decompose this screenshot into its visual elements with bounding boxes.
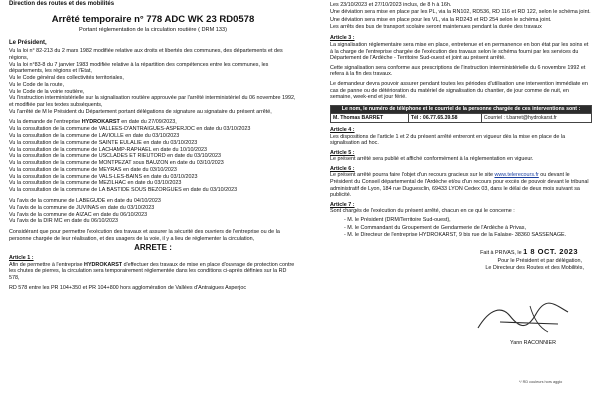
contact-name: M. Thomas BARRET [331, 114, 409, 123]
article3-text2: Cette signalisation sera conforme aux prescriptions de l'instruction interministérielle du 6 novembre 1992 et refera à la fin des travaux. [330, 64, 586, 78]
article6-heading: Article 6 : [330, 165, 355, 172]
article5-text: Le présent arrêté sera publié et affiché conformément à la réglementation en vigueur. [330, 156, 534, 163]
vu-item: Vu le Code de la route, [9, 81, 64, 88]
vu-item: Vu l'arrêté de M le Président du Département portant délégations de signature au signataire du présent arrêté, [9, 108, 272, 115]
vu-item: Vu la loi n°83-8 du 7 janvier 1983 modifiée relative à la répartition des compétences entre les communes, les départements, les régions et l'Etat, [9, 61, 269, 75]
vu-item: Vu la loi n° 82-213 du 2 mars 1982 modifiée relative aux droits et libertés des communes, des départements et des régions, [9, 48, 283, 61]
signatory-name: Yann RACONNIER [510, 340, 557, 346]
consultation-item: Vu la consultation de la commune de LA BASTIDE SOUS BEZORGUES en date du 03/10/2023 [9, 187, 238, 194]
consultation-item: Vu la consultation de la commune de USCLADES ET RIEUTORD en date du 03/10/2023 [9, 153, 222, 160]
consultation-item: Vu la consultation de la commune de MEZILHAC en date du 03/10/2023 [9, 180, 182, 187]
dates-line: Les 23/10/2023 et 27/10/2023 inclus, de 8 h à 16h. [330, 2, 452, 8]
article4-text: Les dispositions de l'article 1 et 2 du présent arrêté entreront en vigueur dès la mise en place de la signalisation ad hoc. [330, 133, 566, 147]
contact-email: Courriel : t.barret@hydrokarst.fr [481, 114, 591, 123]
handwritten-signature [470, 302, 580, 338]
left-column [9, 0, 297, 292]
avis-list [9, 198, 297, 225]
article1-heading: Article 1 : [9, 254, 34, 261]
avis-item: Vu l'avis de la commune de AIZAC en date du 06/10/2023 [9, 211, 148, 218]
article1-pr-line: RD 578 entre les PR 104+350 et PR 104+800 hors agglomération de Vallées d'Antraigues Asperjoc [9, 285, 247, 292]
fait-line: Fait à PRIVAS, le 1 8 OCT. 2023 [480, 246, 578, 256]
contact-table [330, 105, 592, 123]
contact-table-header: Le nom, le numéro de téléphone et le courriel de la personne chargée de ces interventions sont : [331, 105, 592, 114]
contact-phone: Tél : 06.77.65.39.58 [408, 114, 481, 123]
date-stamp: 1 8 OCT. 2023 [523, 246, 578, 256]
document-title: Arrêté temporaire n° 778 ADC WK 23 RD0578 [51, 14, 255, 25]
footnote: */ RD couleurs hors agglo [519, 380, 563, 384]
deviation-pl: Une déviation sera mise en place par les PL, via la RN102, RD536, RD 116 et RD 122, selon le schéma joint. [330, 8, 591, 15]
article3-heading: Article 3 : [330, 35, 355, 42]
avis-item: Vu l'avis de la commune de LABEGUDE en date du 04/10/2023 [9, 198, 161, 205]
consultation-item: Vu la consultation de la commune de LACHAMP-RAPHAEL en date du 10/10/2023 [9, 146, 207, 153]
vu-list [9, 48, 297, 115]
consultation-item: Vu la consultation de la commune de VALS-LES-BAINS en date du 03/10/2023 [9, 173, 198, 180]
telerecours-link[interactable]: www.telerecours.fr [494, 172, 539, 179]
consultation-item: Vu la consultation de la commune de SAINTE EULALIE en date du 03/10/2023 [9, 139, 198, 146]
article1-text: Afin de permettre à l'entreprise HYDROKARST d'effectuer des travaux de mise en place d'ouvrage de protection contre les chutes de pierres, la circulation sera temporairement réglementée dans les conditions ci-après définies sur la RD 578, [9, 261, 295, 281]
avis-item: Vu l'avis de la DIR MC en date du 06/10/2023 [9, 218, 119, 225]
article4-heading: Article 4 : [330, 126, 355, 133]
document-subtitle: Portant réglementation de la circulation routière ( DRM 133) [79, 27, 227, 33]
consultation-item: Vu la consultation de la commune de MEYRAS en date du 03/10/2023 [9, 166, 177, 173]
department-header: Direction des routes et des mobilités [9, 1, 115, 7]
president-label: Le Président, [9, 39, 47, 46]
vu-demande: Vu la demande de l'entreprise HYDROKARST en date du 27/09/2023, [9, 119, 177, 126]
article7-text: Sont chargés de l'exécution du présent arrêté, chacun en ce qui le concerne : [330, 208, 515, 215]
right-column [330, 0, 592, 272]
consultation-item: Vu la consultation de la commune de MONTPEZAT sous BAUZON en date du 03/10/2023 [9, 160, 224, 167]
article7-heading: Article 7 : [330, 201, 355, 208]
arrete-heading: ARRETE : [134, 243, 172, 253]
vu-item: Vu le Code général des collectivités territoriales, [9, 74, 124, 81]
consultation-list [9, 126, 297, 194]
execution-list-item: - M. le Commandant du Groupement de Gendarmerie de l'Ardèche à Privas, [344, 224, 527, 231]
deviation-vl: Une déviation sera mise en place pour les VL, via la RD243 et RD 254 selon le schéma joint. [330, 17, 552, 24]
execution-list [344, 217, 592, 239]
article3-text3: Le demandeur devra pouvoir assurer pendant toutes les périodes d'utilisation une intervention immédiate en cas de panne ou de détérioration du matériel de signalisation du chantier, de jour comme de nuit, en semaine, week-end et jour férié. [330, 80, 588, 101]
execution-list-item: - M. le Président (DRM/Territoire Sud-ouest), [344, 217, 451, 224]
bus-note: Les arrêts des bus de transport scolaire seront maintenues pendant la durée des travaux [330, 23, 542, 30]
article5-heading: Article 5 : [330, 149, 355, 156]
delegation-line1: Pour le Président et par délégation, [497, 258, 582, 265]
vu-item: Vu l'instruction interministérielle sur la signalisation routière approuvée par l'arrêté interministériel du 06 novembre 1992, et modifiée par les textes subséquents, [9, 95, 296, 108]
article6-text: Le présent arrêté pourra faire l'objet d'un recours gracieux sur le site www.telerecours.fr ou devant le Président du Conseil départemental de l'Ardèche et/ou d'un recours pour excès de pouvoir devant le tribunal administratif de Lyon, 184 rue Duguesclin, 69433 LYON Cedex 03, dans le délai de deux mois suivant sa publicité. [330, 172, 589, 199]
delegation-line2: Le Directeur des Routes et des Mobilités, [485, 265, 584, 271]
avis-item: Vu l'avis de la commune de JUVINAS en date du 03/10/2023 [9, 204, 155, 211]
consultation-item: Vu la consultation de la commune de LAVIOLLE en date du 03/10/2023 [9, 133, 180, 139]
vu-item: Vu le Code de la voirie routière, [9, 88, 85, 95]
article3-text: La signalisation réglementaire sera mise en place, entretenue et en permanence en bon état par les soins et à la charge de l'entreprise chargée de l'exécution des travaux selon le schéma fourni par les services du Département de l'Ardèche - Territoire Sud-ouest et joint au présent arrêté. [330, 41, 589, 62]
execution-list-item: - M. le Directeur de l'entreprise HYDROKARST, 9 bis rue de la Falaise- 38360 SASSENAGE. [344, 232, 567, 239]
consultation-item: Vu la consultation de la commune de VALLEES-D'ANTRAIGUES-ASPERJOC en date du 03/10/2023 [9, 126, 251, 133]
considerant-text: Considérant que pour permettre l'exécution des travaux et assurer la sécurité des ouvriers de l'entreprise ou de la personne chargée de leur réalisation, et des usagers de la voie, il y a lieu de réglementer la circulation, [9, 229, 280, 242]
